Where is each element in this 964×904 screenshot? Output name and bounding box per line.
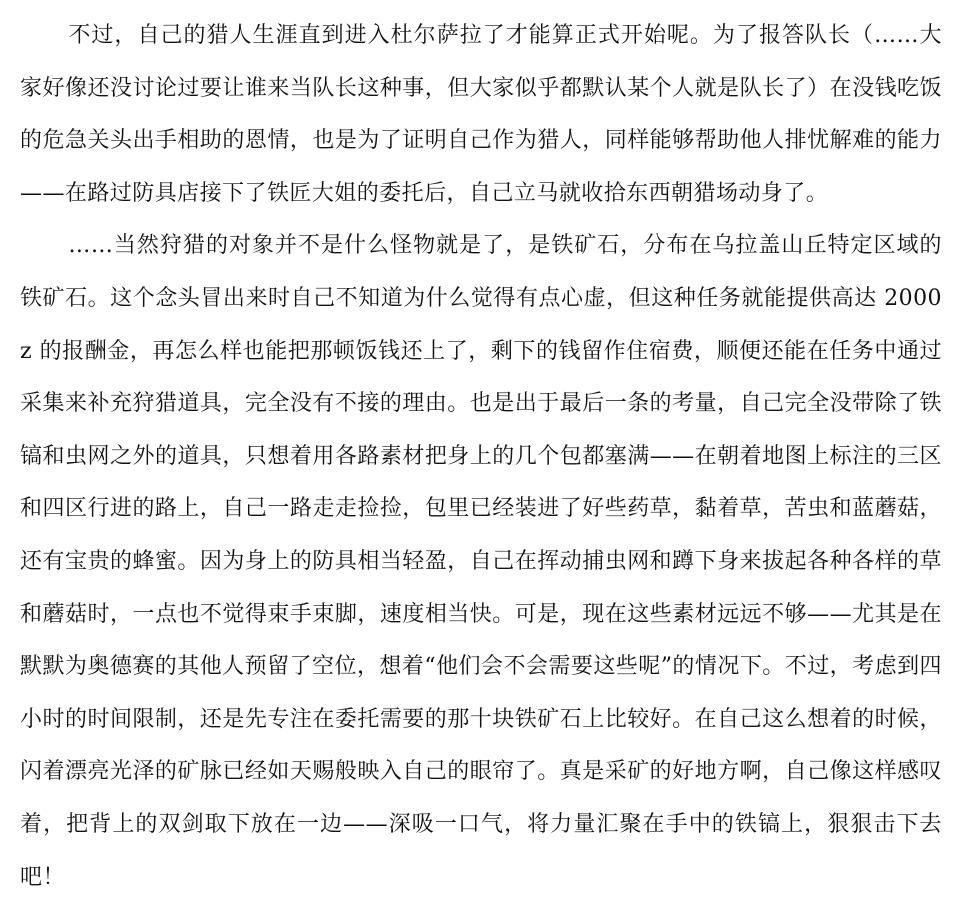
paragraph-2: ……当然狩猎的对象并不是什么怪物就是了，是铁矿石，分布在乌拉盖山丘特定区域的铁矿石。这个念头冒出来时自己不知道为什么觉得有点心虚，但这种任务就能提供高达 2000z 的报酬金，再怎么样也能把那顿饭钱还上了，剩下的钱留作住宿费，顺便还能在任务中通过采集来补充狩猎道具，完全没有不接的理由。也是出于最后一条的考量，自己完全没带除了铁镐和虫网之外的道具，只想着用各路素材把身上的几个包都塞满——在朝着地图上标注的三区和四区行进的路上，自己一路走走捡捡，包里已经装进了好些药草，黏着草，苦虫和蓝蘑菇，还有宝贵的蜂蜜。因为身上的防具相当轻盈，自己在挥动捕虫网和蹲下身来拔起各种各样的草和蘑菇时，一点也不觉得束手束脚，速度相当快。可是，现在这些素材远远不够——尤其是在默默为奥德赛的其他人预留了空位，想着“他们会不会需要这些呢”的情况下。不过，考虑到四小时的时间限制，还是先专注在委托需要的那十块铁矿石上比较好。在自己这么想着的时候，闪着漂亮光泽的矿脉已经如天赐般映入自己的眼帘了。真是采矿的好地方啊，自己像这样感叹着，把背上的双剑取下放在一边——深吸一口气，将力量汇聚在手中的铁镐上，狠狠击下去吧！ (20, 233, 942, 890)
paragraph-1: 不过，自己的猎人生涯直到进入杜尔萨拉了才能算正式开始呢。为了报答队长（……大家好像还没讨论过要让谁来当队长这种事，但大家似乎都默认某个人就是队长了）在没钱吃饭的危急关头出手相助的恩情，也是为了证明自己作为猎人，同样能够帮助他人排忧解难的能力——在路过防具店接下了铁匠大姐的委托后，自己立马就收拾东西朝猎场动身了。 (20, 23, 942, 206)
